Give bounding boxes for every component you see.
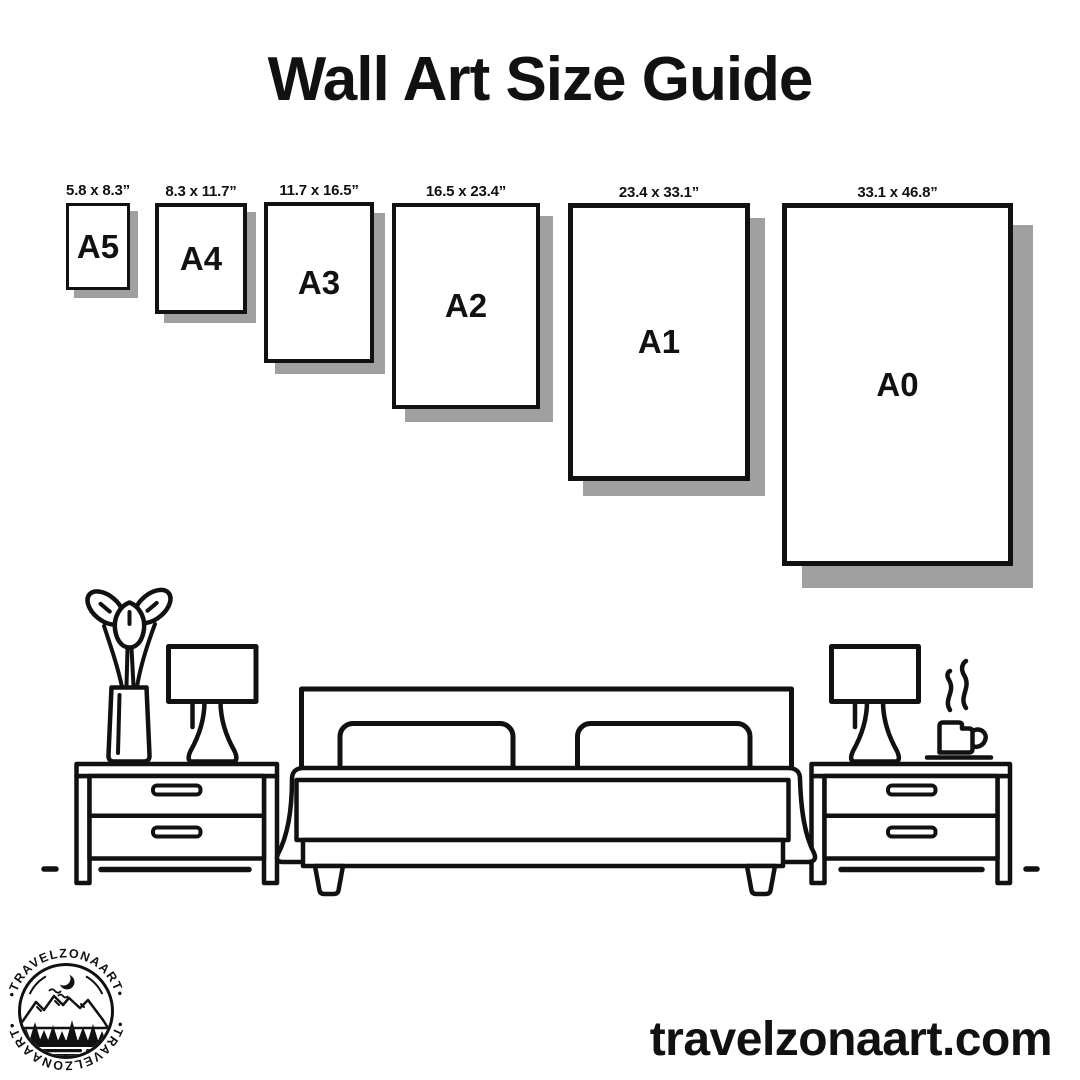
- nightstand-icon: [812, 764, 1011, 883]
- size-dimensions-label: 33.1 x 46.8”: [857, 184, 938, 201]
- floor-line: [44, 869, 1037, 870]
- bed-base: [303, 840, 783, 866]
- size-dimensions-label: 23.4 x 33.1”: [618, 184, 700, 201]
- size-dimensions-label: 8.3 x 11.7”: [165, 183, 237, 200]
- website-text: travelzonaart.com: [649, 1013, 1052, 1066]
- bed-leg: [747, 866, 775, 894]
- size-code-label: A5: [76, 227, 120, 265]
- size-code-label: A3: [297, 263, 341, 301]
- table-lamp-icon: [169, 647, 257, 762]
- size-dimensions-label: 11.7 x 16.5”: [279, 182, 359, 199]
- size-dimensions-label: 16.5 x 23.4”: [425, 183, 507, 200]
- table-lamp-icon: [832, 647, 919, 762]
- drawer-handle: [888, 828, 936, 837]
- flower-vase-icon: [81, 583, 176, 761]
- drawer-handle: [888, 786, 936, 795]
- duvet-panel: [297, 780, 789, 840]
- page-title: Wall Art Size Guide: [267, 45, 813, 114]
- nightstand-icon: [77, 764, 278, 883]
- drawer-handle: [153, 828, 201, 837]
- bed-leg: [315, 866, 343, 894]
- steam-icon: [962, 661, 966, 708]
- steam-icon: [947, 671, 951, 710]
- brand-logo: [4, 936, 128, 1080]
- size-code-label: A1: [637, 323, 681, 360]
- drawer-handle: [153, 786, 201, 795]
- logo-circular-text: •TRAVELZONAART•: [4, 946, 128, 999]
- size-code-label: A4: [179, 239, 223, 277]
- size-dimensions-label: 5.8 x 8.3”: [66, 182, 130, 199]
- coffee-cup-icon: [927, 661, 991, 758]
- size-code-label: A0: [876, 365, 919, 403]
- double-bed-icon: [277, 689, 815, 894]
- size-code-label: A2: [444, 287, 488, 324]
